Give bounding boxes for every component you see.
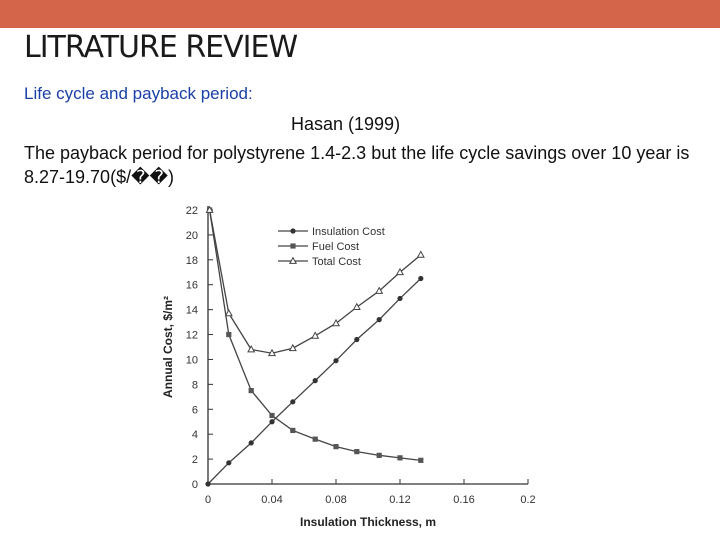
x-tick-label: 0: [204, 494, 212, 506]
data-point: [205, 481, 210, 486]
data-point: [269, 413, 274, 418]
legend-marker: [290, 243, 295, 248]
y-tick-label: 14: [185, 304, 198, 317]
data-point: [249, 440, 254, 445]
data-point: [290, 345, 296, 351]
data-point: [226, 460, 231, 465]
legend-label: Total Cost: [312, 256, 361, 268]
x-tick-label: 0.04: [261, 494, 283, 506]
data-point: [333, 358, 338, 363]
x-tick-label: 0.12: [389, 494, 411, 506]
body-text: The payback period for polystyrene 1.4-2.3 but the life cycle savings over 10 year is 8.27-19.70($/��): [24, 143, 690, 187]
data-point: [354, 337, 359, 342]
y-tick-label: 0: [191, 479, 198, 491]
data-point: [354, 304, 360, 310]
y-axis-title: Annual Cost, $/m²: [161, 295, 175, 399]
series-circle: [205, 276, 423, 487]
x-tick-label: 0.08: [325, 494, 347, 506]
y-tick-label: 4: [191, 429, 198, 442]
x-tick-label: 0.16: [453, 494, 475, 506]
data-point: [313, 378, 318, 383]
x-axis-title: Insulation Thickness, m: [299, 515, 437, 529]
data-point: [312, 332, 318, 338]
data-point: [354, 449, 359, 454]
data-point: [290, 399, 295, 404]
legend-label: Fuel Cost: [312, 241, 360, 253]
legend-marker: [290, 228, 295, 233]
y-tick-label: 20: [185, 229, 198, 242]
data-point: [377, 317, 382, 322]
y-tick-label: 16: [185, 279, 198, 292]
data-point: [397, 296, 402, 301]
data-point: [226, 332, 231, 337]
data-point: [313, 437, 318, 442]
data-point: [249, 388, 254, 393]
data-point: [333, 444, 338, 449]
data-point: [226, 310, 232, 316]
data-point: [377, 453, 382, 458]
citation: Hasan (1999): [291, 114, 401, 134]
y-tick-label: 12: [185, 329, 198, 342]
accent-bar: [0, 0, 720, 28]
data-point: [418, 276, 423, 281]
data-point: [269, 419, 274, 424]
line-chart: [150, 196, 550, 530]
y-tick-label: 2: [191, 454, 198, 467]
slide-subtitle: Life cycle and payback period:: [24, 84, 253, 103]
data-point: [418, 251, 424, 257]
data-point: [418, 458, 423, 463]
chart-legend: [278, 226, 385, 268]
slide-title: LITRATURE REVIEW: [24, 30, 298, 65]
y-tick-label: 8: [191, 379, 198, 392]
y-tick-label: 10: [185, 354, 198, 367]
y-tick-label: 22: [185, 205, 198, 217]
x-tick-label: 0.2: [520, 494, 536, 506]
legend-label: Insulation Cost: [312, 226, 385, 238]
data-point: [290, 428, 295, 433]
y-tick-label: 18: [185, 254, 198, 267]
y-tick-label: 6: [191, 404, 198, 417]
data-point: [397, 455, 402, 460]
